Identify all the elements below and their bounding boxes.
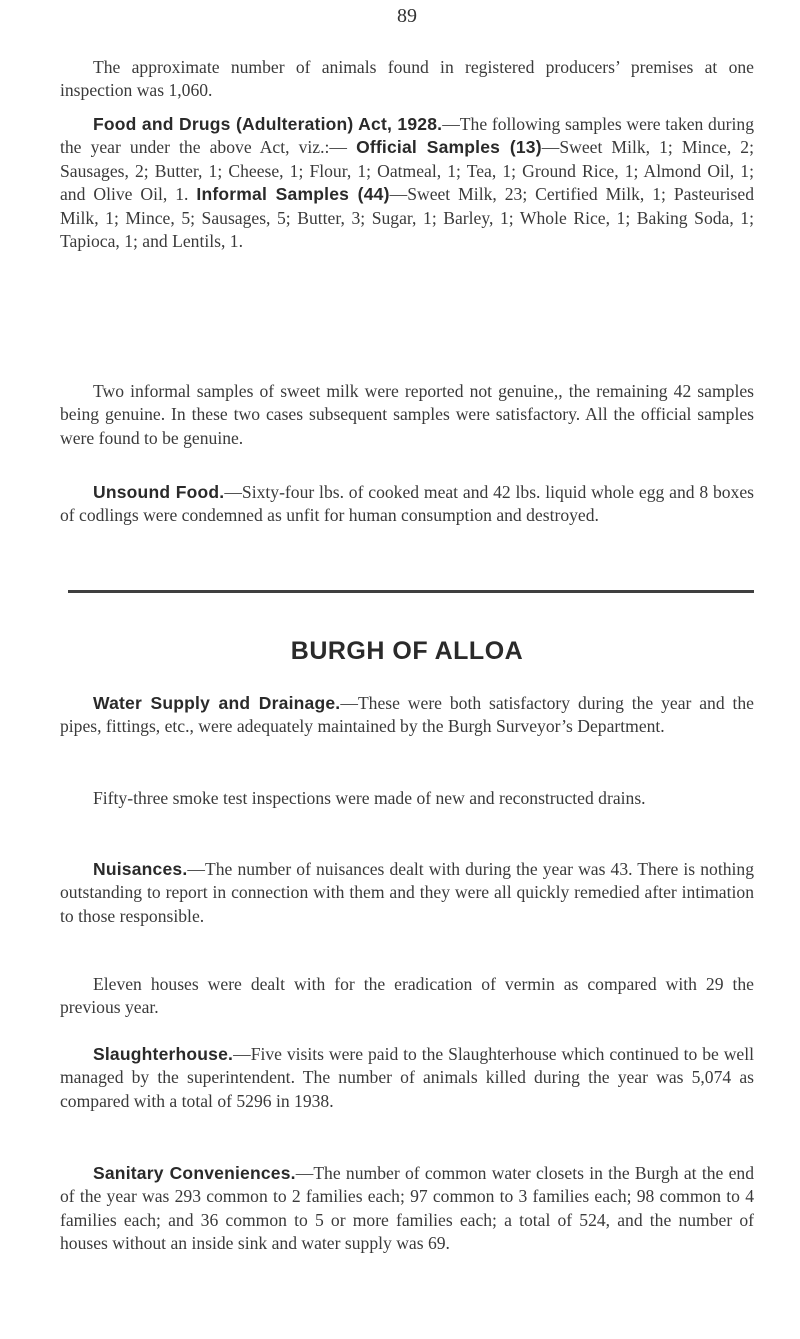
informal-result-paragraph: Two informal samples of sweet milk were reported not genuine,, the remaining 42 samples being genuine. In these two cases subsequent samples were satisfactory. All the official samples were found to be genuine. xyxy=(60,381,754,448)
unsound-food-heading: Unsound Food. xyxy=(93,482,225,502)
animals-paragraph: The approximate number of animals found in registered producers’ premises at one inspection was 1,060. xyxy=(60,57,754,101)
section-title: BURGH OF ALLOA xyxy=(290,637,524,665)
section-divider xyxy=(68,590,754,593)
page-number: 89 xyxy=(397,5,417,27)
vermin-paragraph: Eleven houses were dealt with for the eradication of vermin as compared with 29 the previous year. xyxy=(60,974,754,1018)
slaughterhouse-paragraph: Slaughterhouse.—Five visits were paid to the Slaughterhouse which continued to be well managed by the superintendent. The number of animals killed during the year was 5,074 as compared with a total of 5296 in 1938. xyxy=(60,1044,754,1111)
nuisances-paragraph: Nuisances.—The number of nuisances dealt with during the year was 43. There is nothing outstanding to report in connection with them and they were all quickly remedied after intimation to those responsible. xyxy=(60,859,754,926)
slaughterhouse-heading: Slaughterhouse. xyxy=(93,1044,234,1064)
water-supply-paragraph: Water Supply and Drainage.—These were both satisfactory during the year and the pipes, fittings, etc., were adequately maintained by the Burgh Surveyor’s Department. xyxy=(60,693,754,737)
smoke-test-paragraph: Fifty-three smoke test inspections were made of new and reconstructed drains. xyxy=(93,788,646,808)
food-drugs-paragraph: Food and Drugs (Adulteration) Act, 1928.—The following samples were taken during the year under the above Act, viz.:— Official Samples (13)—Sweet Milk, 1; Mince, 2; Sausages, 2; Butter, 1; Cheese, 1; Flour, 1; Oatmeal, 1; Tea, 1; Ground Rice, 1; Almond Oil, 1; and Olive Oil, 1. Informal Samples (44)—Sweet Milk, 23; Certified Milk, 1; Pasteurised Milk, 1; Mince, 5; Sausages, 5; Butter, 3; Sugar, 1; Barley, 1; Whole Rice, 1; Baking Soda, 1; Tapioca, 1; and Lentils, 1. xyxy=(60,114,755,252)
nuisances-heading: Nuisances. xyxy=(93,859,188,879)
unsound-food-paragraph: Unsound Food.—Sixty-four lbs. of cooked meat and 42 lbs. liquid whole egg and 8 boxes of codlings were condemned as unfit for human consumption and destroyed. xyxy=(60,482,755,526)
sanitary-paragraph: Sanitary Conveniences.—The number of common water closets in the Burgh at the end of the year was 293 common to 2 families each; 97 common to 3 families each; 98 common to 4 families each; and 36 common to 5 or more families each; a total of 524, and the number of houses without an inside sink and water supply was 69. xyxy=(60,1163,754,1254)
food-drugs-heading: Food and Drugs (Adulteration) Act, 1928. xyxy=(93,114,443,134)
sanitary-heading: Sanitary Conveniences. xyxy=(93,1163,296,1183)
informal-samples-heading: Informal Samples (44) xyxy=(196,184,390,205)
official-samples-heading: Official Samples (13) xyxy=(356,137,542,158)
water-supply-heading: Water Supply and Drainage. xyxy=(93,693,341,713)
